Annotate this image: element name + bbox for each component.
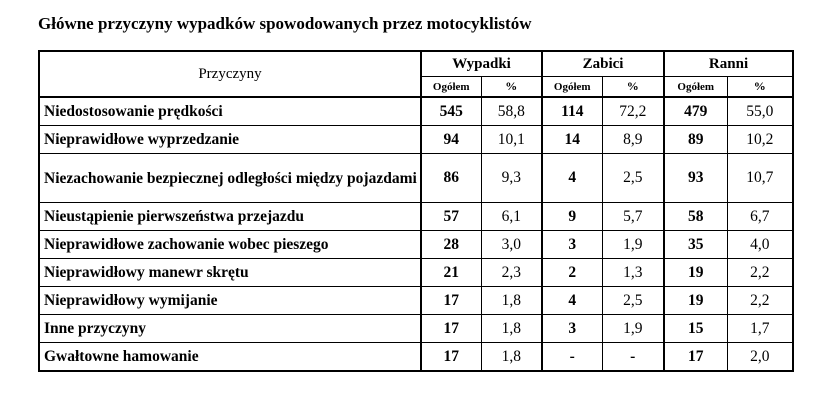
- header-sub-pct: %: [602, 77, 664, 98]
- ranni-count: 89: [664, 126, 727, 154]
- table-row: [39, 259, 793, 287]
- table-row: [39, 203, 793, 231]
- zabici-count: 3: [542, 231, 602, 259]
- ranni-pct: 2,0: [727, 343, 793, 372]
- wypadki-count: 545: [421, 97, 481, 126]
- wypadki-count: 86: [421, 154, 481, 203]
- wypadki-count: 17: [421, 287, 481, 315]
- ranni-count: 19: [664, 259, 727, 287]
- zabici-pct: 1,9: [602, 315, 664, 343]
- ranni-count: 17: [664, 343, 727, 372]
- wypadki-count: 28: [421, 231, 481, 259]
- page-title: Główne przyczyny wypadków spowodowanych przez motocyklistów: [38, 14, 532, 33]
- header-group-wypadki: Wypadki: [421, 51, 542, 77]
- ranni-count: 19: [664, 287, 727, 315]
- header-sub-pct: %: [727, 77, 793, 98]
- wypadki-count: 94: [421, 126, 481, 154]
- table-row: [39, 343, 793, 372]
- zabici-pct: 1,9: [602, 231, 664, 259]
- zabici-pct: 8,9: [602, 126, 664, 154]
- zabici-count: 114: [542, 97, 602, 126]
- causes-table: [38, 50, 794, 372]
- cause-cell: Nieprawidłowy wymijanie: [39, 287, 421, 315]
- wypadki-count: 21: [421, 259, 481, 287]
- header-sub-count: Ogółem: [664, 77, 727, 98]
- zabici-pct: 5,7: [602, 203, 664, 231]
- ranni-pct: 2,2: [727, 259, 793, 287]
- table-row: [39, 287, 793, 315]
- ranni-pct: 2,2: [727, 287, 793, 315]
- header-cause: Przyczyny: [39, 51, 421, 97]
- wypadki-pct: 9,3: [481, 154, 542, 203]
- table-row: [39, 97, 793, 126]
- zabici-pct: 1,3: [602, 259, 664, 287]
- ranni-count: 58: [664, 203, 727, 231]
- zabici-pct: -: [602, 343, 664, 372]
- wypadki-pct: 2,3: [481, 259, 542, 287]
- wypadki-count: 17: [421, 315, 481, 343]
- zabici-pct: 2,5: [602, 287, 664, 315]
- cause-cell: Niedostosowanie prędkości: [39, 97, 421, 126]
- zabici-count: 9: [542, 203, 602, 231]
- zabici-count: 2: [542, 259, 602, 287]
- wypadki-pct: 1,8: [481, 343, 542, 372]
- header-sub-pct: %: [481, 77, 542, 98]
- wypadki-pct: 10,1: [481, 126, 542, 154]
- cause-cell: Nieprawidłowe zachowanie wobec pieszego: [39, 231, 421, 259]
- wypadki-count: 17: [421, 343, 481, 372]
- wypadki-pct: 1,8: [481, 287, 542, 315]
- ranni-count: 15: [664, 315, 727, 343]
- ranni-pct: 4,0: [727, 231, 793, 259]
- ranni-pct: 10,2: [727, 126, 793, 154]
- zabici-count: 14: [542, 126, 602, 154]
- cause-cell: Nieprawidłowy manewr skrętu: [39, 259, 421, 287]
- wypadki-pct: 6,1: [481, 203, 542, 231]
- ranni-pct: 10,7: [727, 154, 793, 203]
- wypadki-pct: 58,8: [481, 97, 542, 126]
- header-sub-count: Ogółem: [421, 77, 481, 98]
- wypadki-pct: 1,8: [481, 315, 542, 343]
- header-group-ranni: Ranni: [664, 51, 793, 77]
- table-row: [39, 154, 793, 203]
- cause-cell: Inne przyczyny: [39, 315, 421, 343]
- cause-cell: Gwałtowne hamowanie: [39, 343, 421, 372]
- zabici-count: 4: [542, 287, 602, 315]
- ranni-count: 35: [664, 231, 727, 259]
- table-row: [39, 231, 793, 259]
- cause-cell: Nieustąpienie pierwszeństwa przejazdu: [39, 203, 421, 231]
- zabici-count: 3: [542, 315, 602, 343]
- table-row: [39, 315, 793, 343]
- wypadki-pct: 3,0: [481, 231, 542, 259]
- cause-cell: Nieprawidłowe wyprzedzanie: [39, 126, 421, 154]
- ranni-count: 93: [664, 154, 727, 203]
- zabici-pct: 72,2: [602, 97, 664, 126]
- ranni-pct: 1,7: [727, 315, 793, 343]
- header-group-zabici: Zabici: [542, 51, 664, 77]
- wypadki-count: 57: [421, 203, 481, 231]
- cause-cell: Niezachowanie bezpiecznej odległości między pojazdami: [39, 154, 421, 203]
- ranni-count: 479: [664, 97, 727, 126]
- zabici-count: -: [542, 343, 602, 372]
- header-sub-count: Ogółem: [542, 77, 602, 98]
- zabici-pct: 2,5: [602, 154, 664, 203]
- ranni-pct: 55,0: [727, 97, 793, 126]
- zabici-count: 4: [542, 154, 602, 203]
- ranni-pct: 6,7: [727, 203, 793, 231]
- table-row: [39, 126, 793, 154]
